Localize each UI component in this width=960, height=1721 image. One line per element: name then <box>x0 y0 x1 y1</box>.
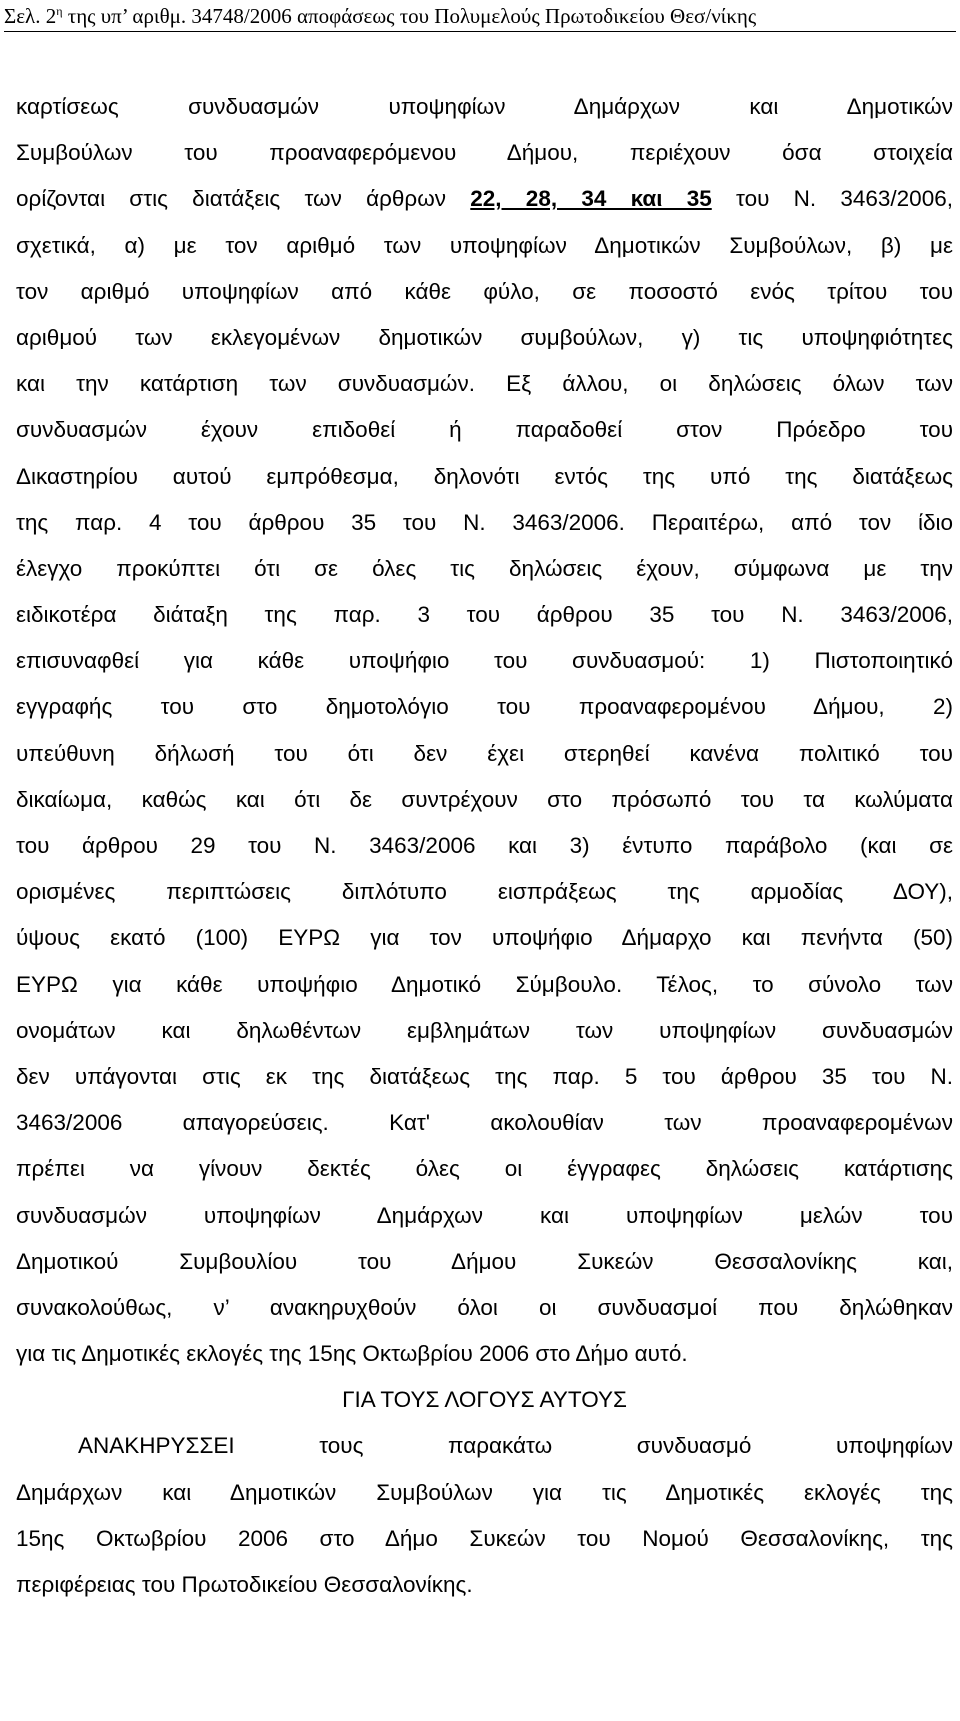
body-line: Δημοτικού Συμβουλίου του Δήμου Συκεών Θεσσαλονίκης και, <box>16 1248 953 1274</box>
body-line: έλεγχο προκύπτει ότι σε όλες τις δηλώσεις έχουν, σύμφωνα με την <box>16 555 953 581</box>
header-prefix: Σελ. 2 <box>4 4 57 28</box>
body-line: ΕΥΡΩ για κάθε υποψήφιο Δημοτικό Σύμβουλο. Τέλος, το σύνολο των <box>16 971 953 997</box>
body-line: ονομάτων και δηλωθέντων εμβλημάτων των υποψηφίων συνδυασμών <box>16 1017 953 1043</box>
body-line: τον αριθμό υποψηφίων από κάθε φύλο, σε ποσοστό ενός τρίτου του <box>16 278 953 304</box>
section-heading: ΓΙΑ ΤΟΥΣ ΛΟΓΟΥΣ ΑΥΤΟΥΣ <box>342 1387 627 1413</box>
body-line: δεν υπάγονται στις εκ της διατάξεως της παρ. 5 του άρθρου 35 του Ν. <box>16 1063 953 1089</box>
body-line: επισυναφθεί για κάθε υποψήφιο του συνδυασμού: 1) Πιστοποιητικό <box>16 648 953 674</box>
body-line: Δικαστηρίου αυτού εμπρόθεσμα, δηλονότι εντός της υπό της διατάξεως <box>16 463 953 489</box>
header-rest: της υπ’ αριθμ. 34748/2006 αποφάσεως του Πολυμελούς Πρωτοδικείου Θεσ/νίκης <box>62 4 757 28</box>
page-header <box>4 2 956 32</box>
body-line: συνδυασμών έχουν επιδοθεί ή παραδοθεί στον Πρόεδρο του <box>16 417 953 443</box>
decision-body <box>16 84 953 1608</box>
body-line: Δημάρχων και Δημοτικών Συμβούλων για τις Δημοτικές εκλογές της <box>16 1479 953 1505</box>
body-line: για τις Δημοτικές εκλογές της 15ης Οκτωβρίου 2006 στο Δήμο αυτό. <box>16 1341 688 1367</box>
body-line <box>16 1423 953 1469</box>
article-reference: 22, 28, 34 και 35 <box>470 186 712 212</box>
body-line: εγγραφής του στο δημοτολόγιο του προαναφερομένου Δήμου, 2) <box>16 694 953 720</box>
body-line: περιφέρειας του Πρωτοδικείου Θεσσαλονίκης. <box>16 1572 473 1597</box>
body-line: υπεύθυνη δήλωσή του ότι δεν έχει στερηθεί κανένα πολιτικό του <box>16 740 953 766</box>
body-line: δικαίωμα, καθώς και ότι δε συντρέχουν στο πρόσωπό του τα κωλύματα <box>16 786 953 812</box>
body-line <box>16 176 953 222</box>
body-line: ύψους εκατό (100) ΕΥΡΩ για τον υποψήφιο Δήμαρχο και πενήντα (50) <box>16 925 953 951</box>
body-line-part: ορίζονται στις διατάξεις των άρθρων <box>16 186 471 212</box>
body-line: αριθμού των εκλεγομένων δημοτικών συμβούλων, γ) τις υποψηφιότητες <box>16 324 953 350</box>
header-superscript: η <box>56 4 63 18</box>
body-line: ορισμένες περιπτώσεις διπλότυπο εισπράξεως της αρμοδίας ΔΟΥ), <box>16 879 953 905</box>
body-line: σχετικά, α) με τον αριθμό των υποψηφίων Δημοτικών Συμβούλων, β) με <box>16 232 953 258</box>
body-line: συνακολούθως, ν’ ανακηρυχθούν όλοι οι συνδυασμοί που δηλώθηκαν <box>16 1294 953 1320</box>
body-line-part: του Ν. 3463/2006, <box>711 186 953 212</box>
body-line: του άρθρου 29 του Ν. 3463/2006 και 3) έντυπο παράβολο (και σε <box>16 833 953 858</box>
body-line: της παρ. 4 του άρθρου 35 του Ν. 3463/2006. Περαιτέρω, από τον ίδιο <box>16 509 953 535</box>
body-line: 3463/2006 απαγορεύσεις. Κατ' ακολουθίαν των προαναφερομένων <box>16 1110 953 1136</box>
header-rule <box>4 31 956 32</box>
body-line: καρτίσεως συνδυασμών υποψηφίων Δημάρχων και Δημοτικών <box>16 94 953 119</box>
body-line: και την κατάρτιση των συνδυασμών. Εξ άλλου, οι δηλώσεις όλων των <box>16 371 953 397</box>
body-line: Συμβούλων του προαναφερόμενου Δήμου, περιέχουν όσα στοιχεία <box>16 140 953 166</box>
body-line: συνδυασμών υποψηφίων Δημάρχων και υποψηφίων μελών του <box>16 1202 953 1228</box>
body-line: ειδικοτέρα διάταξη της παρ. 3 του άρθρου 35 του Ν. 3463/2006, <box>16 602 953 628</box>
body-line-part: ΑΝΑΚΗΡΥΣΣΕΙ τους παρακάτω συνδυασμό υποψηφίων <box>78 1433 953 1459</box>
body-line: 15ης Οκτωβρίου 2006 στο Δήμο Συκεών του Νομού Θεσσαλονίκης, της <box>16 1525 953 1551</box>
body-line: πρέπει να γίνουν δεκτές όλες οι έγγραφες δηλώσεις κατάρτισης <box>16 1156 953 1182</box>
